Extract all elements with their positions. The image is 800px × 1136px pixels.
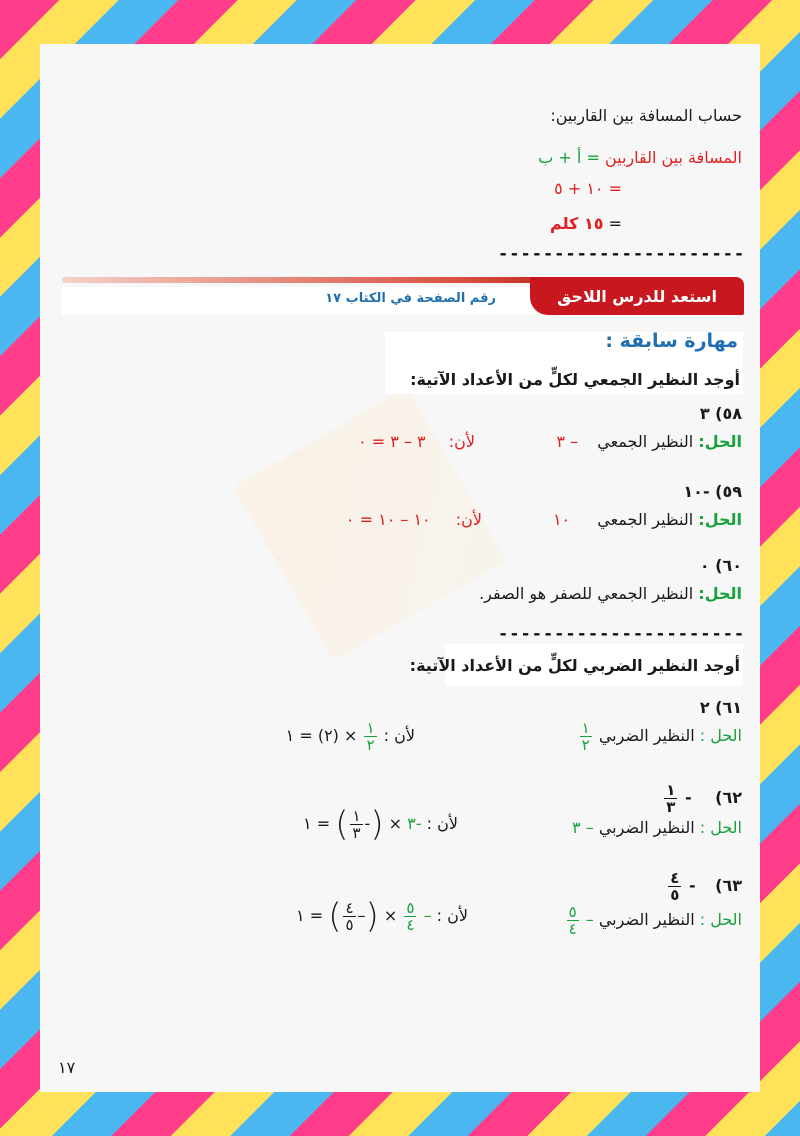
reason-expr: ١٠ – ١٠ = ٠ bbox=[345, 510, 431, 529]
question-61: ٦١) ٢ bbox=[699, 698, 742, 717]
paren-close: ) bbox=[328, 896, 342, 937]
reason-rest: × (٢) = ١ bbox=[285, 726, 358, 745]
distance-line-1 bbox=[538, 148, 742, 167]
solution-text: النظير الضربي bbox=[598, 726, 695, 745]
solution-label: الحل : bbox=[699, 726, 742, 745]
reason-63: لأن : – $\frac{٥}{٤}$ × (– $\frac{٤}{٥}$ ) = ١ bbox=[296, 896, 468, 937]
reason-fraction-2: $\frac{٤}{٥}$ bbox=[345, 899, 354, 934]
distance-expr: = أ + ب bbox=[538, 148, 600, 167]
solution-61 bbox=[578, 720, 742, 753]
reason-58 bbox=[358, 432, 475, 451]
solution-text: النظير الجمعي للصفر هو الصفر. bbox=[479, 584, 694, 603]
solution-text: النظير الضربي bbox=[598, 910, 695, 929]
solution-value: – ٣ bbox=[556, 432, 579, 451]
because-label: لأن : bbox=[426, 814, 458, 833]
distance-line-3 bbox=[550, 214, 622, 233]
additive-prompt: أوجد النظير الجمعي لكلٍّ من الأعداد الآتية: bbox=[410, 370, 740, 389]
paren-open: ( bbox=[370, 804, 384, 845]
solution-label: الحل : bbox=[699, 910, 742, 929]
reason-expr: ٣ – ٣ = ٠ bbox=[358, 432, 426, 451]
separator-1: ---------------------- bbox=[498, 244, 746, 264]
solution-63: الحل : النظير الضربي – $\frac{٥}{٤}$ bbox=[568, 903, 742, 938]
question-60: ٦٠) ٠ bbox=[699, 556, 742, 575]
banner-line bbox=[62, 277, 582, 283]
solution-label: الحل: bbox=[698, 584, 742, 603]
because-label: لأن : bbox=[436, 906, 468, 925]
distance-line-2: = ١٠ + ٥ bbox=[554, 179, 622, 198]
question-58: ٥٨) ٣ bbox=[699, 404, 742, 423]
solution-value: ١٠ bbox=[552, 510, 571, 529]
solution-text: النظير الجمعي bbox=[597, 432, 694, 451]
page-number: ١٧ bbox=[58, 1058, 76, 1077]
skill-title: مهارة سابقة : bbox=[605, 330, 738, 352]
reason-fraction-1: $\frac{٥}{٤}$ bbox=[406, 899, 415, 934]
solution-fraction: $\frac{٥}{٤}$ bbox=[568, 903, 577, 938]
reason-fraction: $\frac{١}{٢}$ bbox=[366, 719, 375, 754]
distance-intro: حساب المسافة بين القاربين: bbox=[550, 106, 742, 125]
question-fraction: $\frac{١}{٣}$ bbox=[666, 781, 676, 816]
reason-fraction: $\frac{١}{٣}$ bbox=[352, 807, 361, 842]
question-59: ٥٩) -١٠ bbox=[683, 482, 742, 501]
reason-59 bbox=[346, 510, 482, 529]
solution-fraction: $\frac{١}{٢}$ bbox=[581, 719, 590, 754]
question-62: ٦٢) - $\frac{١}{٣}$ bbox=[666, 781, 742, 816]
distance-result: ١٥ كلم bbox=[550, 214, 604, 233]
banner-page-ref: رقم الصفحة في الكتاب ١٧ bbox=[325, 291, 496, 306]
reason-62: لأن : -٣ × (- $\frac{١}{٣}$ ) = ١ bbox=[303, 804, 458, 845]
distance-label: المسافة بين القاربين bbox=[604, 148, 742, 167]
solution-text: النظير الجمعي bbox=[597, 510, 694, 529]
solution-59 bbox=[553, 510, 742, 529]
solution-label: الحل: bbox=[698, 432, 742, 451]
because-label: لأن : bbox=[383, 726, 415, 745]
paren-close: ) bbox=[335, 804, 349, 845]
solution-60 bbox=[479, 584, 742, 603]
reason-61 bbox=[286, 720, 415, 753]
question-fraction: $\frac{٤}{٥}$ bbox=[670, 869, 680, 904]
solution-62 bbox=[572, 818, 742, 837]
solution-text: النظير الضربي bbox=[598, 818, 695, 837]
banner-title: استعد للدرس اللاحق bbox=[530, 277, 744, 315]
solution-label: الحل: bbox=[698, 510, 742, 529]
because-label: لأن: bbox=[455, 510, 482, 529]
solution-label: الحل : bbox=[699, 818, 742, 837]
solution-value: – ٣ bbox=[572, 818, 594, 837]
because-label: لأن: bbox=[448, 432, 475, 451]
worksheet-page bbox=[40, 44, 760, 1092]
multiplicative-prompt: أوجد النظير الضربي لكلٍّ من الأعداد الآتية: bbox=[409, 656, 740, 675]
question-63: ٦٣) - $\frac{٤}{٥}$ bbox=[670, 869, 742, 904]
solution-58 bbox=[556, 432, 742, 451]
distance-eq: = bbox=[608, 214, 622, 233]
separator-2: ---------------------- bbox=[498, 624, 746, 644]
paren-open: ( bbox=[365, 896, 379, 937]
